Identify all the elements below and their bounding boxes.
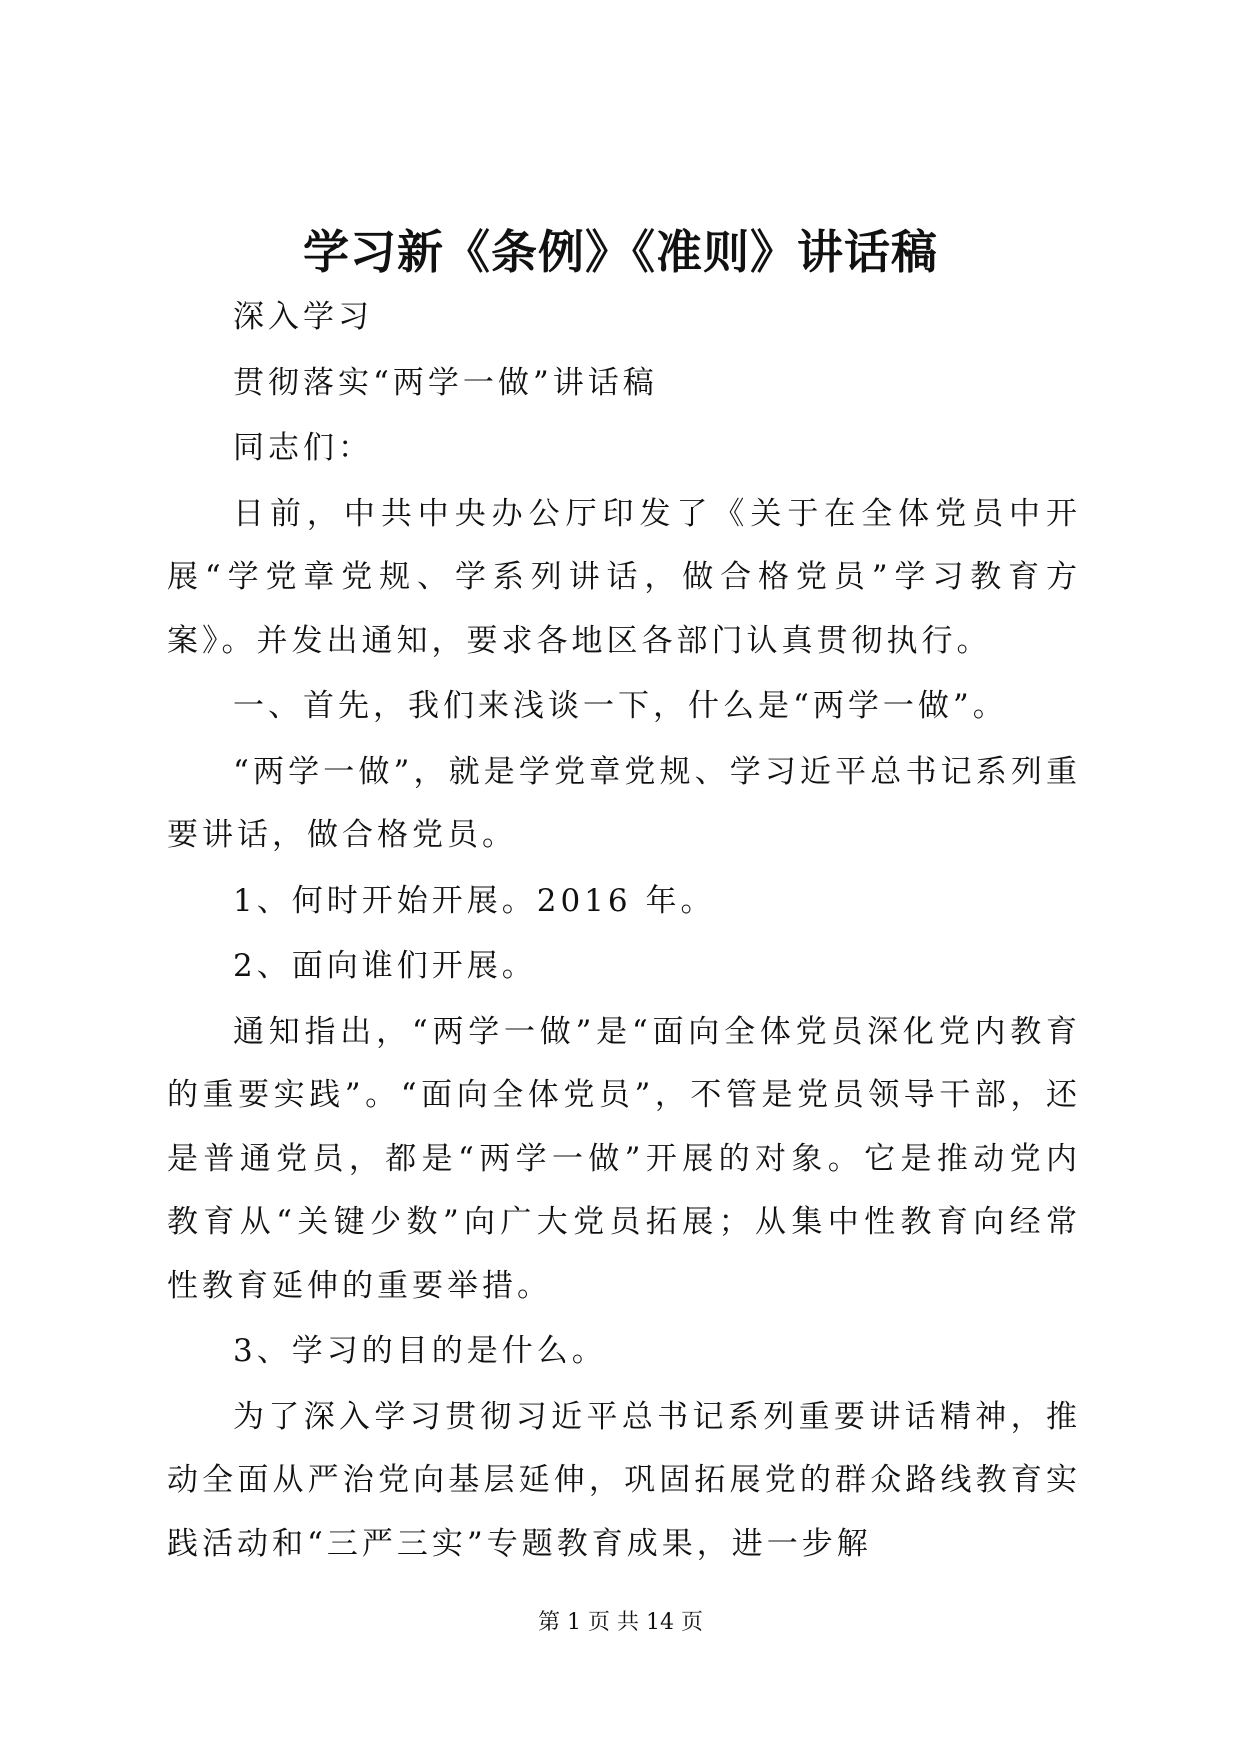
document-title: 学习新《条例》《准则》讲话稿 (303, 225, 938, 279)
document-body (167, 286, 1081, 1578)
paragraph: “两学一做”，就是学党章党规、学习近平总书记系列重要讲话，做合格党员。 (167, 753, 1081, 853)
paragraph: 通知指出，“两学一做”是“面向全体党员深化党内教育的重要实践”。“面向全体党员”，不管是党员领导干部，还是普通党员，都是“两学一做”开展的对象。它是推动党内教育从“关键少数”向广大党员拓展；从集中性教育向经常性教育延伸的重要举措。 (167, 1013, 1081, 1304)
paragraph: 3、学习的目的是什么。 (233, 1333, 607, 1369)
paragraph: 日前，中共中央办公厅印发了《关于在全体党员中开展“学党章党规、学系列讲话，做合格党员”学习教育方案》。并发出通知，要求各地区各部门认真贯彻执行。 (167, 495, 1081, 659)
paragraph: 贯彻落实“两学一做”讲话稿 (233, 364, 658, 401)
paragraph: 一、首先，我们来浅谈一下，什么是“两学一做”。 (233, 688, 1008, 724)
paragraph: 2、面向谁们开展。 (233, 948, 537, 984)
paragraph: 为了深入学习贯彻习近平总书记系列重要讲话精神，推动全面从严治党向基层延伸，巩固拓展党的群众路线教育实践活动和“三严三实”专题教育成果，进一步解 (167, 1398, 1081, 1562)
paragraph: 1、何时开始开展。2016 年。 (233, 882, 716, 919)
paragraph: 深入学习 (233, 299, 373, 335)
paragraph: 同志们： (233, 430, 373, 466)
page-footer: 第 1 页 共 14 页 (538, 1610, 703, 1635)
